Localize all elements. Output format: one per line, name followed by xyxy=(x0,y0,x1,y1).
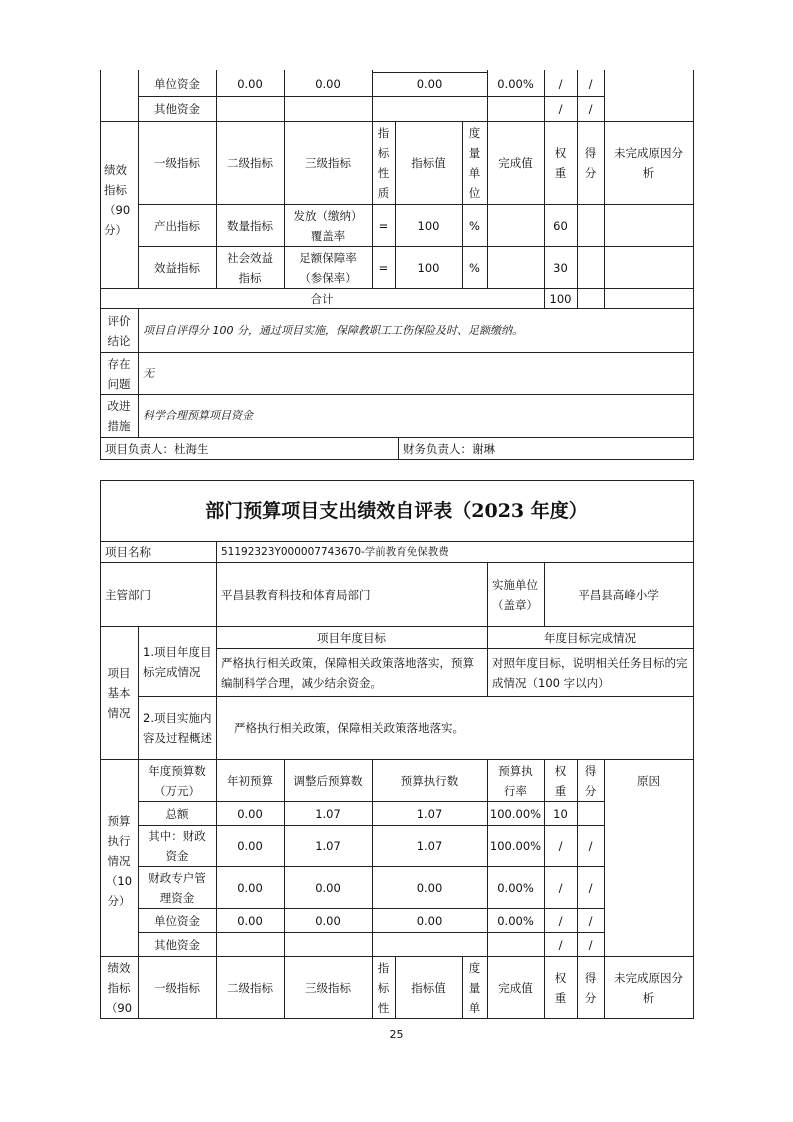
initial-budget: 0.00 xyxy=(237,806,263,821)
project-lead: 项目负责人：杜海生 xyxy=(105,441,209,456)
goal-completion-text: 对照年度目标，说明相关任务目标的完成情况（100 字以内） xyxy=(492,655,688,690)
unit: % xyxy=(469,260,480,275)
conclusion-text: 项目自评得分 100 分，通过项目实施，保障教职工工伤保险及时、足额缴纳。 xyxy=(143,323,523,337)
header-executed: 预算执行数 xyxy=(400,773,459,788)
adjusted-budget: 1.07 xyxy=(315,839,341,853)
weight: / xyxy=(558,913,563,928)
project-name: 51192323Y000007743670-学前教育免保教费 xyxy=(221,546,449,558)
header-score: 得分 xyxy=(584,146,597,180)
score: / xyxy=(588,77,593,91)
header-actual: 完成值 xyxy=(498,980,533,995)
header-actual: 完成值 xyxy=(498,156,533,170)
execution-rate: 0.00% xyxy=(497,880,534,895)
impl-unit-label: 实施单位（盖章） xyxy=(492,577,538,612)
header-score: 得分 xyxy=(584,970,597,1005)
adjusted-budget: 0.00 xyxy=(315,880,341,895)
level3: 足额保障率（参保率） xyxy=(299,250,357,285)
level3: 发放（缴纳）覆盖率 xyxy=(293,208,363,243)
execution-rate: 0.00% xyxy=(497,77,534,91)
header-weight: 权重 xyxy=(554,146,567,180)
header-reason: 原因 xyxy=(637,773,660,788)
dept: 平昌县教育科技和体育局部门 xyxy=(221,587,371,602)
executed-budget: 0.00 xyxy=(416,913,443,928)
execution-rate: 100.00% xyxy=(489,806,542,821)
level2: 社会效益指标 xyxy=(227,250,273,285)
impl-text: 严格执行相关政策，保障相关政策落地落实。 xyxy=(234,721,464,735)
issues-label: 存在问题 xyxy=(107,356,131,391)
header-rate: 预算执行率 xyxy=(498,763,533,798)
level1: 产出指标 xyxy=(154,218,200,233)
actual xyxy=(487,205,544,246)
executed-budget: 1.07 xyxy=(416,839,443,853)
total-weight: 100 xyxy=(549,291,572,306)
score xyxy=(577,205,604,246)
initial-budget: 0.00 xyxy=(237,839,263,853)
header-level1: 一级指标 xyxy=(154,156,200,170)
header-unit: 度量单位 xyxy=(468,126,481,200)
initial-budget xyxy=(216,933,284,956)
perf-section-label: 绩效指标（90分） xyxy=(104,163,131,237)
row-label: 单位资金 xyxy=(154,77,200,91)
header-nature: 指标性 xyxy=(377,960,390,1015)
execution-rate xyxy=(487,97,544,121)
goal-header: 项目年度目标 xyxy=(317,630,386,645)
header-value: 指标值 xyxy=(411,980,446,995)
executed-budget xyxy=(372,97,487,121)
header-adjusted: 调整后预算数 xyxy=(293,773,363,788)
initial-budget: 0.00 xyxy=(237,880,263,895)
header-initial: 年初预算 xyxy=(227,773,273,788)
header-weight: 权重 xyxy=(554,763,567,798)
impl-label: 2.项目实施内容及过程概述 xyxy=(143,711,212,745)
header-level3: 三级指标 xyxy=(305,980,351,995)
finance-lead: 财务负责人：谢琳 xyxy=(403,441,495,456)
dept-label: 主管部门 xyxy=(105,587,151,602)
weight: 10 xyxy=(553,806,568,821)
adjusted-budget: 0.00 xyxy=(315,77,341,91)
executed-budget: 0.00 xyxy=(416,880,443,895)
initial-budget: 0.00 xyxy=(237,77,263,91)
header-level1: 一级指标 xyxy=(154,980,200,995)
score xyxy=(577,802,604,825)
executed-budget: 0.00 xyxy=(416,77,443,91)
goal-completion-header: 年度目标完成情况 xyxy=(544,630,636,645)
header-label: 年度预算数（万元） xyxy=(148,763,206,798)
header-level3: 三级指标 xyxy=(305,156,351,170)
weight: / xyxy=(558,77,563,91)
weight: / xyxy=(558,102,563,116)
header-weight: 权重 xyxy=(554,970,567,1005)
adjusted-budget: 0.00 xyxy=(315,913,341,928)
improve-text: 科学合理预算项目资金 xyxy=(143,409,253,422)
improve-label: 改进措施 xyxy=(107,399,131,433)
weight: / xyxy=(558,937,563,952)
goal-label: 1.项目年度目标完成情况 xyxy=(143,644,212,679)
row-label: 单位资金 xyxy=(154,913,200,928)
weight: / xyxy=(558,880,563,895)
nature: = xyxy=(378,218,389,233)
header-level2: 二级指标 xyxy=(227,156,273,170)
row-label: 其他资金 xyxy=(154,102,200,116)
row-label: 其中：财政资金 xyxy=(148,829,206,863)
nature: = xyxy=(378,260,389,275)
header-value: 指标值 xyxy=(411,156,446,170)
header-reason: 未完成原因分析 xyxy=(614,146,683,180)
adjusted-budget xyxy=(284,933,372,956)
execution-rate: 100.00% xyxy=(489,839,542,853)
weight: 60 xyxy=(553,218,568,233)
header-unit: 度量单 xyxy=(468,960,481,1015)
unit: % xyxy=(469,218,480,233)
score: / xyxy=(588,913,593,928)
adjusted-budget: 1.07 xyxy=(315,806,341,821)
total-label: 合计 xyxy=(310,291,334,306)
initial-budget: 0.00 xyxy=(237,913,263,928)
header-nature: 指标性质 xyxy=(377,126,390,200)
basic-info-label: 项目基本情况 xyxy=(107,666,131,720)
header-score: 得分 xyxy=(584,763,597,798)
score: / xyxy=(588,102,593,116)
header-level2: 二级指标 xyxy=(227,980,273,995)
score: / xyxy=(588,937,593,952)
value: 100 xyxy=(417,218,440,233)
level1: 效益指标 xyxy=(154,260,200,275)
level2: 数量指标 xyxy=(227,218,273,233)
impl-unit: 平昌县高峰小学 xyxy=(578,587,659,602)
score: / xyxy=(588,880,593,895)
value: 100 xyxy=(417,260,440,275)
actual xyxy=(487,247,544,288)
weight: 30 xyxy=(553,260,568,275)
weight: / xyxy=(558,839,563,853)
row-label: 总额 xyxy=(165,806,189,821)
budget-section-label: 预算执行情况（10分） xyxy=(105,814,133,908)
issues-text: 无 xyxy=(143,366,154,380)
adjusted-budget xyxy=(284,97,372,121)
page-number: 25 xyxy=(389,1028,404,1041)
perf-section-label: 绩效指标（90 xyxy=(105,960,133,1015)
executed-budget: 1.07 xyxy=(416,806,443,821)
page-title: 部门预算项目支出绩效自评表（2023 年度） xyxy=(205,500,588,522)
execution-rate xyxy=(487,933,544,956)
project-name-label: 项目名称 xyxy=(105,545,151,559)
initial-budget xyxy=(216,97,284,121)
header-reason: 未完成原因分析 xyxy=(614,970,683,1005)
score xyxy=(577,247,604,288)
row-label: 其他资金 xyxy=(154,937,200,952)
score: / xyxy=(588,839,593,853)
execution-rate: 0.00% xyxy=(497,913,534,928)
row-label: 财政专户管理资金 xyxy=(148,870,206,905)
goal-text: 严格执行相关政策，保障相关政策落地落实，预算编制科学合理，减少结余资金。 xyxy=(221,655,474,690)
executed-budget xyxy=(372,933,487,956)
conclusion-label: 评价结论 xyxy=(107,313,131,348)
